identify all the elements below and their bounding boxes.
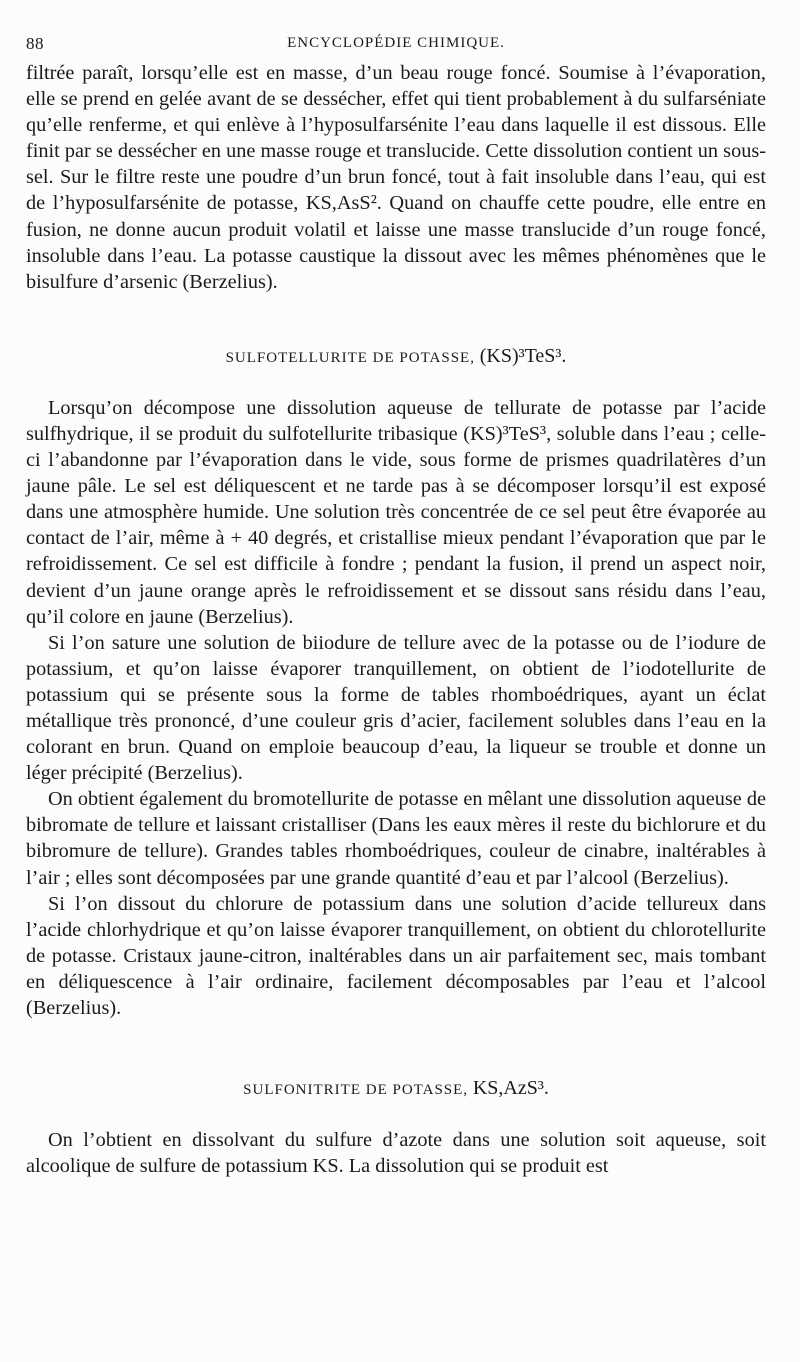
paragraph-sulfotellurite: Lorsqu’on décompose une dissolution aqueuse de tellurate de potasse par l’acide sulfhydrique, il se produit du sulfotellurite tribasique (KS)³TeS³, soluble dans l’eau ; celle-ci l’abandonne par l’évaporation dans le vide, sous forme de prismes quadrilatères d’un jaune pâle. Le sel est déliquescent et ne tarde pas à se décomposer lorsqu’il est exposé dans une atmosphère humide. Une solution très concentrée de ce sel peut être évaporée au contact de l’air, même à + 40 degrés, et cristallise mieux pendant l’évaporation que par le refroidissement. Ce sel est difficile à fondre ; pendant la fusion, il prend un aspect noir, devient d’un jaune orange après le refroidissement et se dissout sans résidu dans l’eau, qu’il colore en jaune (Berzelius). bbox=[26, 396, 766, 628]
page-number: 88 bbox=[26, 34, 44, 53]
running-title: ENCYCLOPÉDIE CHIMIQUE. bbox=[287, 35, 505, 51]
section-heading-sulfonitrite bbox=[26, 1075, 766, 1103]
paragraph-chlorotellurite: Si l’on dissout du chlorure de potassium dans une solution d’acide tellureux dans l’acide chlorhydrique et qu’on laisse évaporer tranquillement, on obtient du chlorotellurite de potasse. Cristaux jaune-citron, inaltérables dans un air parfaitement sec, mais tombant en déliquescence à l’air ordinaire, facilement décomposables par l’eau et l’alcool (Berzelius). bbox=[26, 892, 766, 1019]
paragraph-sulfonitrite: On l’obtient en dissolvant du sulfure d’azote dans une solution soit aqueuse, soit alcoolique de sulfure de potassium KS. La dissolution qui se produit est bbox=[26, 1129, 766, 1178]
section-heading-formula: KS,AzS³. bbox=[472, 1077, 549, 1100]
paragraph-continued: filtrée paraît, lorsqu’elle est en masse, d’un beau rouge foncé. Soumise à l’évaporation, elle se prend en gelée avant de se dessécher, effet qui tient probablement à du sulfarséniate qu’elle renferme, et qui enlève à l’hyposulfarsénite l’eau dans laquelle il est dissous. Elle finit par se dessécher en une masse rouge et translucide. Cette dissolution contient un sous-sel. Sur le filtre reste une poudre d’un brun foncé, tout à fait insoluble dans l’eau, qui est de l’hyposulfarsénite de potasse, KS,AsS². Quand on chauffe cette poudre, elle entre en fusion, ne donne aucun produit volatil et laisse une masse translucide d’un rouge foncé, insoluble dans l’eau. La potasse caustique la dissout avec les mêmes phénomènes que le bisulfure d’arsenic (Berzelius). bbox=[26, 62, 766, 293]
section-heading-label: SULFONITRITE DE POTASSE, bbox=[243, 1082, 469, 1099]
page-header bbox=[26, 30, 766, 60]
paragraph-iodotellurite: Si l’on sature une solution de biiodure de tellure avec de la potasse ou de l’iodure de potassium, et qu’on laisse évaporer tranquillement, on obtient de l’iodotellurite de potassium qui se présente sous la forme de tables rhomboédriques, ayant un éclat métallique très prononcé, d’une couleur gris d’acier, facilement solubles dans l’eau en la colorant en brun. Quand on emploie beaucoup d’eau, la liqueur se trouble et donne un léger précipité (Berzelius). bbox=[26, 631, 766, 785]
section-heading-sulfotellurite bbox=[26, 343, 766, 371]
section-heading-label: SULFOTELLURITE DE POTASSE, bbox=[225, 349, 475, 366]
section-heading-formula: (KS)³TeS³. bbox=[479, 344, 567, 367]
paragraph-bromotellurite: On obtient également du bromotellurite de potasse en mêlant une dissolution aqueuse de bibromate de tellure et laissant cristalliser (Dans les eaux mères il reste du bichlorure et du bibromure de tellure). Grandes tables rhomboédriques, couleur de cinabre, inaltérables à l’air ; elles sont décomposées par une grande quantité d’eau et par l’alcool (Berzelius). bbox=[26, 788, 766, 889]
